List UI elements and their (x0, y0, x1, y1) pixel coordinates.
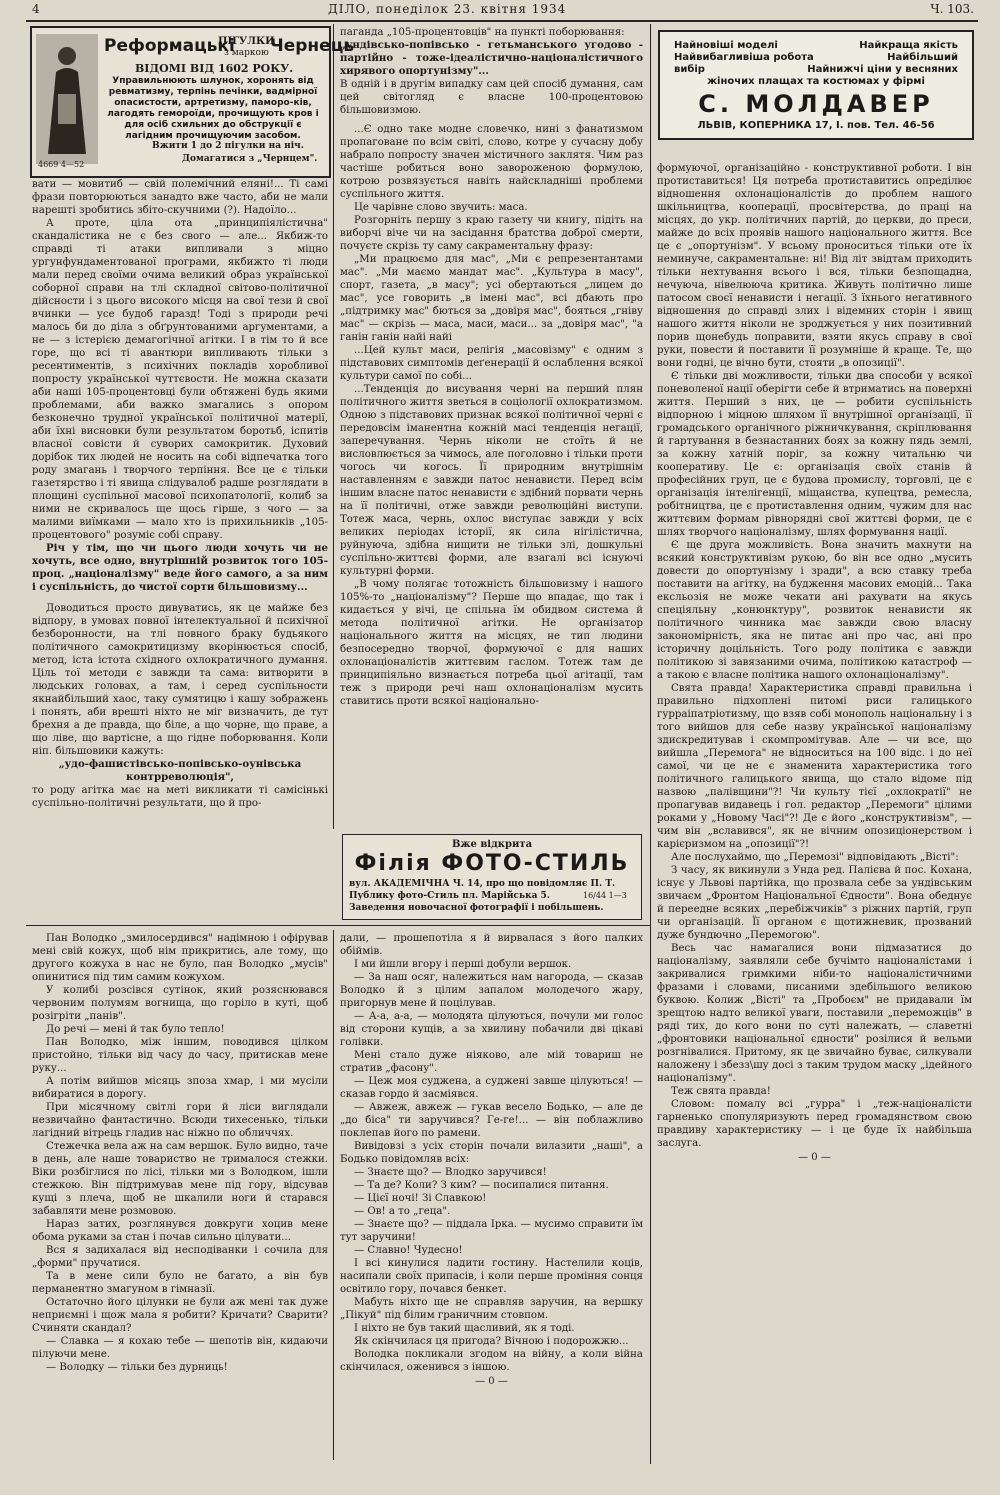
paragraph: ...Є одно таке модне словечко, нині з фанатизмом пропаговане по всім світі, слово, котре у сучасну добу набрало попросту значен містичного заклятя. Чим раз частіше робиться воно завороженою формулою, котрою розвязується навіть найскладніші проблеми суспільного життя. (340, 124, 643, 200)
paragraph: то роду агітка має на меті викликати ті самісінькі суспільно-політичні результати, що й про- (32, 785, 328, 809)
paragraph: формуючої, організаційно - конструктивної роботи. І він протиставиться! Ця потреба протиставитись опреділює відношення охлонаціоналістів до проблем нашого шкільництва, кооперації, просвітерства, до праці на місцях, до укр. політичних партій, до церкви, до преси, майже до всіх проявів нашого національного життя. Все це є „опортунізм". У всьому проноситься тільки оте їх неминуче, сакраментальне: ні! Від літ звідтам приходить тільки нехтування всього і вся, тільки безпощадна, нечуюча, нівелююча критика. Живуть політично лише патосом своєї ненависти і негації. З їхнього негативного відношення до справді злих і відемних сторін і явищ нашого життя ніколи не зроджується у них позитивний порив щонебудь поправити, взяти якусь справу в свої руки, повести й поставити її розумніше й краще. Те, що вони годні, це вічно бути, стояти „в опозиції". (657, 163, 972, 369)
paragraph: — Славка — я кохаю тебе — шепотів він, кидаючи пілуючи мене. (32, 1336, 328, 1360)
story-divider (26, 925, 650, 926)
paragraph: До речі — мені й так було тепло! (46, 1024, 225, 1035)
moldaver-lines (674, 40, 958, 88)
paragraph: — Ов! а то „геца". (354, 1206, 451, 1217)
story-column-1 (32, 932, 328, 1457)
paper-masthead: ДІЛО, понеділок 23. квітня 1934 (328, 2, 567, 16)
paragraph: вати — мовитиб — свій полемічний еляні!... Ті самі фрази повторюються занадто вже часто, аби не мали нарешті зробитись збіто-скучними (?). Надоїло... (32, 179, 328, 216)
known-since: ВІДОМІ ВІД 1602 РОКУ. (134, 62, 294, 75)
quote: „удо-фашистівсько-попівсько-оунівська контрреволюція", (58, 758, 302, 783)
foto-line2: Публику фото-Стиль пл. Марійська 5. (349, 891, 550, 901)
paragraph: При місячному світлі гори й ліси виглядали незвичайно фантастично. Всюди тихесенько, тільки лагідний вітрець гладив нас ніжно по обличчях. (32, 1102, 328, 1139)
reformatski-pills-ad (30, 26, 355, 178)
ad-description: Управильнюють шлунок, хоронять від ревматизму, терпінь печінки, вадмірної опасистости, артретизму, паморо-ків, лагодять гемороїди, прочищують кров і для осіб схильних до обструкції є лагідним прочищуючим засобом. (107, 76, 319, 141)
paragraph: — За наш осяг, належиться нам нагорода, — сказав Володко й з цілим запалом молодечого жару, пригорнув мене й поцілував. (340, 972, 643, 1009)
paragraph: З часу, як викинули з Унда ред. Палієва й пос. Кохана, існує у Львові партійка, що прозвала себе за ундівським звичаєм „Фронтом Національної Єдности". Вона обеднує й переедне всяких „перебіжчиків" з ріжних партій, груп чи організацій. Її органом є щотижневик, прозваний дуже бундючно „Перемогою". (657, 865, 972, 941)
column-divider (650, 24, 651, 1464)
paragraph: Але послухаймо, що „Перемозі" відповідають „Вісті": (671, 852, 959, 863)
brand-right: Чернець (270, 36, 355, 56)
paragraph: Як скінчилася ця пригода? Вічною і подорожжю... (354, 1336, 629, 1347)
column-divider (333, 24, 334, 829)
moldaver-l2a: Найвибагливіша робота (674, 52, 814, 63)
paragraph: В одній і в другім випадку сам цей спосіб думання, сам цей світогляд є власне 100-процентовою більшовизмою. (340, 79, 643, 116)
moldaver-l3b: Найнижчі ціни у весняних (807, 64, 958, 75)
paragraph: Це чарівне слово звучить: маса. (354, 202, 528, 213)
paragraph: Пан Володко „змилосердився" надімною і офірував мені свій кожух, щоб нім прикритись, але тому, що другого кожуха в нас не було, пан Володко „мусів" опинитися під тим самим кожухом. (32, 933, 328, 983)
paragraph: паганда „105-процентовців" на пункті поборювання: (340, 27, 625, 38)
foto-line1: вул. АКАДЕМІЧНА Ч. 14, про що повідомляє П. Т. (349, 879, 616, 889)
moldaver-l1b: Найкраща якість (859, 40, 958, 51)
paragraph: Остаточно його цілунки не були аж мені так дуже неприємні і щож мала я робити? Кричати? Сварити? Счиняти скандал? (32, 1297, 328, 1334)
paragraph: Та в мене сили було не багато, а він був перманентно змагуном в гімназії. (32, 1271, 328, 1295)
editorial-column-1 (32, 178, 328, 898)
moldaver-l1a: Найновіші моделі (674, 40, 778, 51)
paragraph: „В чому полягає тотожність більшовизму і нашого 105%-то „націоналізму"? Перше що впадає, що так і кидається у вічі, це спільна їм обидвом система й метода політичної агітки. Не організатор національного життя на місцях, не тип людини безпосередно творчої, формуючої є для наших охлонаціоналістів життєвим гаслом. Тотеж там де принципіяльно визнається потреба цьої агітації, там теж з природи речі наш охлонаціоналізм мусить ставитись проти всякої національно- (340, 579, 643, 707)
ad-ask: Домагатися з „Чернцем". (182, 154, 318, 164)
editorial-column-3 (657, 162, 972, 1452)
ad-dose: Вжити 1 до 2 пігулки на ніч. (152, 141, 304, 151)
page-header (28, 0, 978, 20)
paragraph: „Ми працюємо для мас", „Ми є репрезентантами мас". „Ми маємо мандат мас". „Культура в масу", спорт, газета, „в масу"; усі обертаються „лицем до мас", усе говорить „в імені мас", всі дбають про „підтримку мас" бються за „довіря мас", бояться „гніву мас" — скрізь — маса, маси, маси... за „довіря мас", "а ганін ганін найі найі (340, 254, 643, 343)
paragraph: Вивідовзі з усіх сторін почали вилазити „наші", а Бодько повідомляв всіх: (340, 1141, 643, 1165)
moldaver-l4: жіночих плащах та костюмах у фірмі (707, 76, 925, 87)
paragraph: Доводиться просто дивуватись, як це майже без відпору, в умовах повної інтелектуальної й психічної безборонности, на тлі повного браку будьякого політичного самокритицизму вкорінюється спосіб, метод, іста істота східного охлократичного думання. Ціль тої методи є завжди та сама: витворити в людських головах, а там, і серед суспільности якнайбільший хаос, таку сумятицю і кашу зображень і понять, аби врешті ніхто не міг визначить, де тут брехня а де правда, що біле, а що чорне, що праве, а що ліве, що вартісне, а що гідне поборювання. Коли ніп. більшовики кажуть: (32, 603, 328, 757)
paragraph: Мабуть ніхто ще не справляв заручин, на вершку „Пікуй" під білим граничним стовпом. (340, 1297, 643, 1321)
paragraph: — Авжеж, авжеж — гукав весело Бодько, — але де „до біса" ти заручився? Ге-ге!... — він поблажливо поклепав його по рамени. (340, 1102, 643, 1139)
column-divider (333, 930, 334, 1460)
paragraph: Свята правда! Характеристика справді правильна і правильно підхоплені питомі риси галицького гурраіпатріотизму, що взяв собі монополь національну і з того вийшов для себе назву української націоналізму здискредитував і скомпромітував. Але — чи все, що вийшла „Перемога" не відноситься на 100 відс. і до неї самої, чи це не є знаменита характеристика того політичного галицького явища, що стало відоме під назвою „палівщини"?! Чи культу тієї „охлократії" не пропагував видавець і гол. редактор „Перемоги" цілими роками у „Новому Часі"?! Де є його „конструктивізм", — чим він „вславився", як не вічним опозиціонерством і карієризмом на „опозиції"?! (657, 683, 972, 850)
paragraph: І ми йшли вгору і перші добули вершок. (354, 959, 572, 970)
paragraph: — Цеж моя суджена, а судженi завше цілуються! — сказав гордо й засміявся. (340, 1076, 643, 1100)
paragraph: Річ у тім, що чи цього люди хочуть чи не хочуть, все одно, внутрішній розвиток того 105-проц. „націоналізму" веде його самого, а за ним і суспільність, до чистої сорти більшовизму... (32, 542, 328, 593)
paragraph: — А-а, а-а, — молодята цілуються, почули ми голос від сторони кущів, а за хвилину побачили дві цікаві голівки. (340, 1011, 643, 1048)
paragraph: А проте, ціла ота „принципіялістична" скандалістика не є без свого — але... Якбиж-то справді ті атаки випливали з міцно ургунфундаментованої програми, якбижто ті люди мали перед своїми очима великий образ української соборної справи на тлі складної світово-політичної дійсности і з цього високого місця на свої тези й свої вчинки — усе будоб гаразд! Тоді з природи речі малось би до діла з обґрунтованими аргументами, а не — з істерією демагогічної агітки. І в тім то й все горе, що всі ті авантюри випливають тільки з ресентиментів, з психічних покладів хоробливої попросту української чуттєвости. Не можна сказати аби наші 105-процентовці були обтяжені будь якими проблемами, аби важко змагались з опором безконечно трудної української політичної матерії, аби їхні висновки були результатом боротьб, іспитів власної совісти й суворих самокритик. Духовий дорібок тих людей не носить на собі відпечатка того роду змагань і творчого терпіння. Все це є тільки газетярство і ті явища слідувалоб радше розглядати в площині суспільної масової психопатології, колиб за ними не скривалось ще щось гірше, з чого — за малими виїмками — мало хто із прихильників „105-процентового" розуміє собі справу. (32, 218, 328, 541)
paragraph: ...Цей культ маси, релігія „масовізму" є одним з підставових симптомів деґенерації й ослаблення всякої культури самої по собі... (340, 345, 643, 382)
paragraph: Є тільки дві можливости, тільки два способи у всякої поневоленої нації оберігти себе й втриматись на поверхні життя. Перший з них, це — робити суспільність відпорною і міцною шляхом її внутрішної організації, її громадського органічного ріжничкування, скріплювання й гартування в безнастанних боях за кожну пядь землі, за кожну хатній поріг, за кожну читальню чи кооперативу. Це є: організація своїх станів й професійних груп, це є будова промислу, торговлі, це є організація інтелігенції, міщанства, купецтва, ремесла, робітництва, це є протиставлення одним, чужим для нас життєвим формам рівнорядні свої життєві форми, це є шлях творчого націоналізму, шлях формування нації. (657, 371, 972, 538)
paragraph: Теж свята правда! (671, 1086, 771, 1097)
paragraph: — Цієї ночі! Зі Славкою! (354, 1193, 487, 1204)
moldaver-l3a: вибір (674, 64, 705, 75)
pills-word: ПІГУЛКИ (218, 36, 275, 47)
paragraph: Словом: помалу всі „гурра" і „теж-націоналісти гарненько спопуляризують перед громадянством свою правдиву характеристику — і це буде їх найбільша заслуга. (657, 1099, 972, 1149)
foto-opened: Вже відкрита (451, 839, 533, 850)
page-number: 4 (32, 2, 40, 16)
paragraph: — Та де? Коли? З ким? — посипалися питання. (354, 1180, 609, 1191)
monk-illustration (36, 34, 98, 164)
foto-styl-ad (342, 834, 642, 920)
editorial-column-2 (340, 26, 643, 826)
paragraph: І всі кинулися ладити гостину. Настелили коців, насипали своїх припасів, і коли перше проміння сонця освітило гору, почався бенкет. (340, 1258, 643, 1295)
moldaver-ad (658, 30, 974, 140)
moldaver-address: ЛЬВІВ, КОПЕРНИКА 17, І. пов. Тел. 46-56 (697, 120, 935, 131)
paragraph: А потім вийшов місяць зпоза хмар, і ми мусіли вибиратися в дорогу. (32, 1076, 328, 1100)
paragraph: Весь час намагалися вони підмазатися до націоналізму, заявляли себе бучімто націоналістами і закривалися гримкими ніби-то націоналістичними фразами і словами, писаними здебільшого великою буквою. Колиж „Вісті" та „Пробоєм" не придавали їм зрещтою надто великої уваги, поставили „переможців" в ряді тих, до кого вони по суті належать, — славетні „фронтовики національної єдности" розілися й вельми розгнівалися. Притому, як це звичайно буває, силкували наложену і збезз\шу досі з таким трудом маску „ідейного націоналізму". (657, 943, 972, 1084)
moldaver-name: С. МОЛДАВЕР (698, 90, 934, 118)
story-end-separator: — 0 — (475, 1376, 508, 1387)
foto-code: 16/44 1—3 (583, 891, 627, 900)
paragraph: — Славно! Чудесно! (354, 1245, 463, 1256)
paragraph: Вся я задихалася від несподіванки і сочила для „форми" пручатися. (32, 1245, 328, 1269)
brand-left: Реформацькі (104, 36, 235, 56)
paragraph: дали, — прошепотіла я й вирвалася з його палких обіймів. (340, 933, 643, 957)
paragraph: — Знаєте що? — піддала Ірка. — мусимо справити їм тут заручини! (340, 1219, 643, 1243)
paragraph: — Володку — тільки без дурниць! (46, 1362, 228, 1373)
paragraph: ...Тенденція до висування черні на перший плян політичного життя зветься в соціології охлократизмом. Одною з підставових признак всякої політичної черні є передовсім іманентна кожній масі тенденція негації, заперечування. Чернь ніколи не стоїть й не висловлюється за чимось, але поголовно і тільки проти чогось чи когось. Її природним внутрішнім наставленням є завжди патос ненависти. Перед всім іншим власне патос ненависти є здібний порвати чернь на її політичні, отже завжди революційні виступи. Тотеж маса, чернь, охлос виступає завжди у всіх великих періодах історії, як сила нігілістична, руйнуюча, здібна нищити не тільки злі, дошкульні суспільно-життєві форми, але взагалі всі існуючі культурні форми. (340, 384, 643, 577)
paragraph: Є ще друга можливість. Вона значить махнути на всякий конструктивізм рукою, бо він все одно „мусить довести до опортунізму і зради", а всю ставку треба поставити на агітку, на будження масових емоцій... Така ексльозія не може чекати ані рахувати на якусь спеціяльну „конюнктуру", розвиток ненависти як політичного чинника має завжди свою власну закономірність, яка не питає ані про час, ані про історичну доцільність. Того роду політика є завжди політикою зі завязаними очима, політикою катастроф — а такою є власне політика нашого охлонаціоналізму". (657, 540, 972, 681)
end-separator: — 0 — (798, 1152, 831, 1163)
foto-line3: Заведення новочасної фотографії і побільшень. (349, 903, 604, 913)
paragraph: Розгорніть першу з краю газету чи книгу, підіть на виборчі віче чи на засідання братства доброї смерти, почуєте скрізь ту саму сакраментальну фразу: (340, 215, 643, 252)
paragraph: — Знаєте що? — Влодко заручився! (354, 1167, 547, 1178)
paragraph: Мені стало дуже ніяково, але мій товариш не стратив „фасону". (340, 1050, 643, 1074)
paragraph: У колибі розсівся сутінок, який розяснювався червоним полумям вогнища, що горіло в куті, щоб розігріти „панів". (32, 985, 328, 1022)
paragraph: Нараз затих, розглянувся довкруги хоцив мене обома руками за стан і почав сильно цілувати... (32, 1219, 328, 1243)
with-mark: з маркою (224, 48, 269, 58)
paragraph: І ніхто не був такий щасливий, як я тоді. (354, 1323, 575, 1334)
moldaver-l2b: Найбільший (887, 52, 958, 63)
foto-title: Філія ФОТО-СТИЛЬ (354, 851, 630, 876)
ad-code: 4669 4—52 (38, 160, 85, 169)
issue-number: Ч. 103. (930, 2, 974, 16)
paragraph: Стежечка вела аж на сам вершок. Було видно, таче в день, але наше товариство не трималося стежки. Віки розбіглися по лісі, тільки ми з Володком, ішли стежкою. Він підтримував мене під гору, відсував кущі з плеча, щоб не шкалили ноги й старався забавляти мене розмовою. (32, 1141, 328, 1217)
paragraph: Володка покликали згодом на війну, а коли війна скінчилася, оженився з іншою. (340, 1349, 643, 1373)
quote: „ундівсько-попівсько - гетьманського угодово - партійно - тоже-ідеалістично-націоналістичного хирявого опортунізму"... (340, 39, 643, 77)
story-column-2 (340, 932, 643, 1457)
paragraph: Пан Володко, між іншим, поводився цілком пристойно, тільки від часу до часу, притискав мене руку... (32, 1037, 328, 1074)
header-rule (26, 20, 978, 22)
